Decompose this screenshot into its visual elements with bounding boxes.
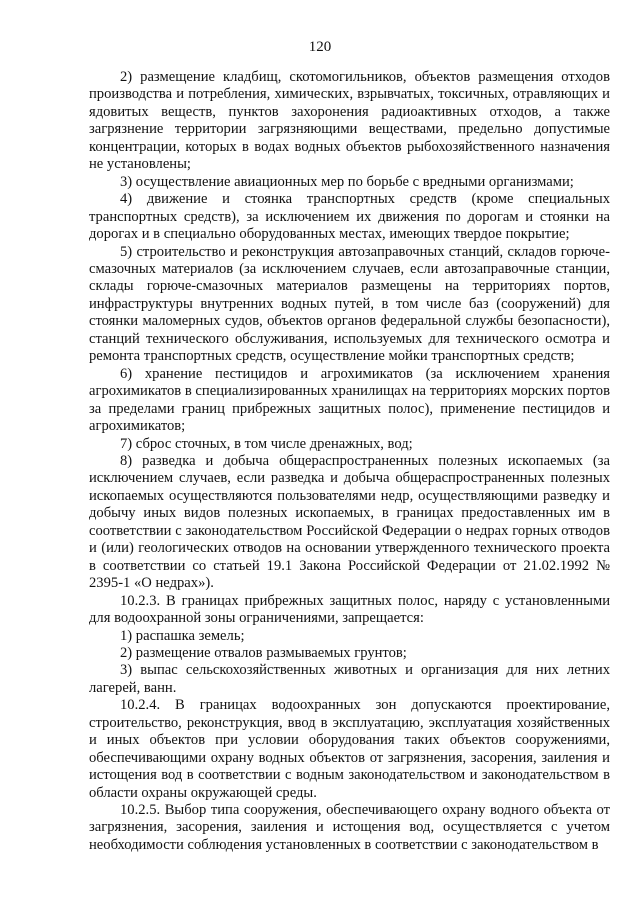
paragraph-item-2b	[89, 645, 610, 662]
paragraph-text: 10.2.3. В границах прибрежных защитных полос, наряду с установленными для водоохранной зоны ограничениями, запрещается:	[89, 592, 610, 627]
page-number: 120	[308, 39, 332, 55]
paragraph-text: 2) размещение отвалов размываемых грунтов;	[120, 644, 407, 661]
paragraph-text: 4) движение и стоянка транспортных средств (кроме специальных транспортных средств), за исключением их движения по дорогам и стоянки на дорогах и в специально оборудованных местах, имеющих твердое покрытие;	[89, 191, 610, 243]
document-body	[89, 69, 610, 854]
paragraph-text: 3) осуществление авиационных мер по борьбе с вредными организмами;	[120, 173, 574, 190]
section-10-2-5	[89, 802, 610, 854]
paragraph-text: 10.2.4. В границах водоохранных зон допускаются проектирование, строительство, реконструкция, ввод в эксплуатацию, эксплуатация хозяйственных и иных объектов при условии оборудования таких объектов сооружениями, обеспечивающими охрану водных объектов от загрязнения, засорения, заиления и истощения вод в соответствии с водным законодательством и законодательством в области охраны окружающей среды.	[89, 697, 610, 801]
paragraph-text: 7) сброс сточных, в том числе дренажных, вод;	[120, 435, 413, 452]
paragraph-item-3	[89, 174, 610, 191]
section-10-2-4	[89, 697, 610, 802]
paragraph-text: 8) разведка и добыча общераспространенных полезных ископаемых (за исключением случаев, если разведка и добыча общераспространенных полезных ископаемых осуществляются пользователями недр, осуществляющими разведку и добычу иных видов полезных ископаемых, в границах предоставленных им в соответствии с законодательством Российской Федерации о недрах горных отводов и (или) геологических отводов на основании утвержденного технического проекта в соответствии со статьей 19.1 Закона Российской Федерации от 21.02.1992 № 2395-1 «О недрах»).	[89, 452, 610, 592]
paragraph-item-7	[89, 436, 610, 453]
paragraph-item-4	[89, 191, 610, 243]
paragraph-item-3b	[89, 662, 610, 697]
paragraph-item-8	[89, 453, 610, 593]
paragraph-text: 5) строительство и реконструкция автозаправочных станций, складов горюче-смазочных материалов (за исключением случаев, если автозаправочные станции, склады горюче-смазочных материалов размещены на территориях портов, инфраструктуры внутренних водных путей, в том числе баз (сооружений) для стоянки маломерных судов, объектов органов федеральной службы безопасности), станций технического обслуживания, используемых для технического осмотра и ремонта транспортных средств, осуществление мойки транспортных средств;	[89, 243, 610, 365]
paragraph-text: 6) хранение пестицидов и агрохимикатов (за исключением хранения агрохимикатов в специализированных хранилищах на территориях морских портов за пределами границ прибрежных защитных полос), применение пестицидов и агрохимикатов;	[89, 365, 610, 435]
paragraph-item-5	[89, 244, 610, 366]
paragraph-item-2	[89, 69, 610, 174]
paragraph-text: 3) выпас сельскохозяйственных животных и организация для них летних лагерей, ванн.	[89, 662, 610, 696]
paragraph-text: 1) распашка земель;	[120, 627, 245, 644]
paragraph-text: 10.2.5. Выбор типа сооружения, обеспечивающего охрану водного объекта от загрязнения, засорения, заиления и истощения вод, осуществляется с учетом необходимости соблюдения установленных в соответствии с законодательством в	[89, 802, 610, 853]
paragraph-item-6	[89, 366, 610, 436]
section-10-2-3	[89, 593, 610, 628]
paragraph-text: 2) размещение кладбищ, скотомогильников, объектов размещения отходов производства и потребления, химических, взрывчатых, токсичных, отравляющих и ядовитых веществ, пунктов захоронения радиоактивных отходов, а также загрязнение территории загрязняющими веществами, предельно допустимые концентрации, которых в водах водных объектов рыбохозяйственного назначения не установлены;	[89, 69, 610, 173]
paragraph-item-1	[89, 628, 610, 645]
